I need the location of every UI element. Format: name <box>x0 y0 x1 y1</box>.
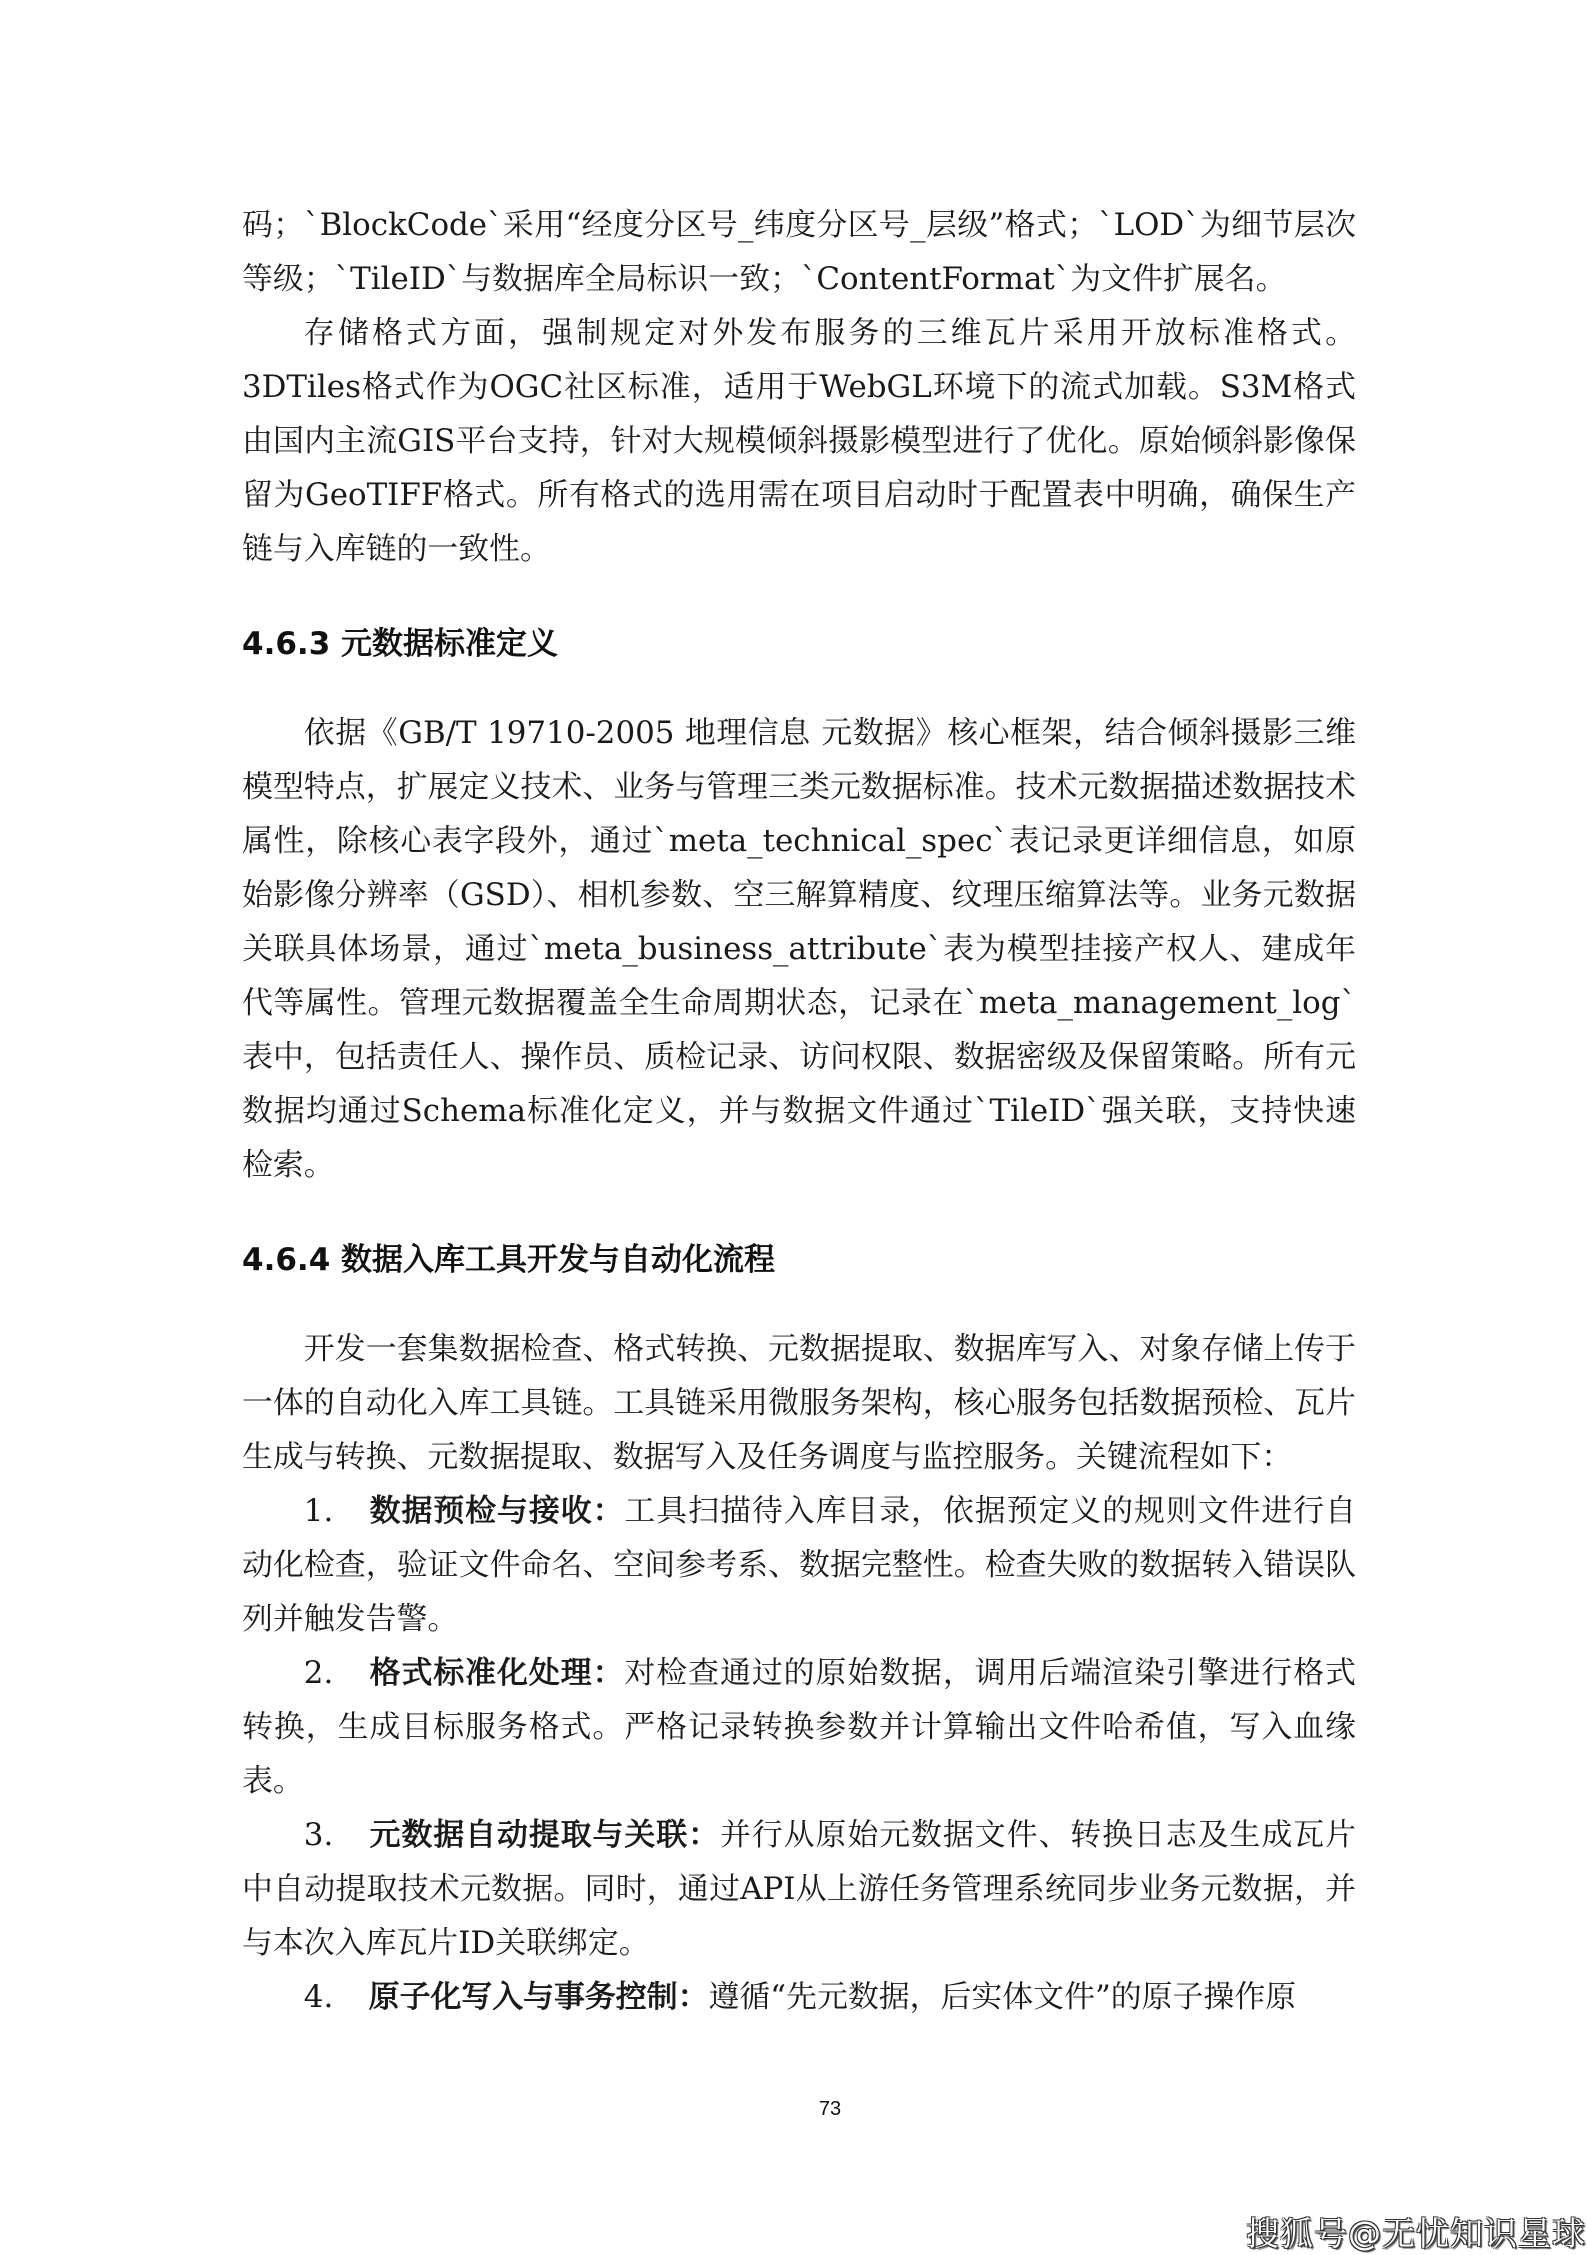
section-4-6-4 <box>242 1233 1356 1287</box>
paragraph-continuation: 码；`BlockCode`采用“经度分区号_纬度分区号_层级”格式；`LOD`为细节层次等级；`TileID`与数据库全局标识一致；`ContentFormat`为文件扩展名。 <box>242 207 1356 297</box>
section-heading: 4.6.3 元数据标准定义 <box>242 626 559 662</box>
page-number: 73 <box>818 2098 842 2120</box>
paragraph-storage-format: 存储格式方面，强制规定对外发布服务的三维瓦片采用开放标准格式。3DTiles格式作为OGC社区标准，适用于WebGL环境下的流式加载。S3M格式由国内主流GIS平台支持，针对大规模倾斜摄影模型进行了优化。原始倾斜影像保留为GeoTIFF格式。所有格式的选用需在项目启动时于配置表中明确，确保生产链与入库链的一致性。 <box>242 315 1356 567</box>
list-number: 1. <box>303 1493 334 1529</box>
list-item-text: 并行从原始元数据文件、转换日志及生成瓦片中自动提取技术元数据。同时，通过API从上游任务管理系统同步业务元数据，并与本次入库瓦片ID关联绑定。 <box>242 1817 1356 1961</box>
list-item-label: 元数据自动提取与关联： <box>368 1817 720 1853</box>
paragraph-toolchain: 开发一套集数据检查、格式转换、元数据提取、数据库写入、对象存储上传于一体的自动化入库工具链。工具链采用微服务架构，核心服务包括数据预检、瓦片生成与转换、元数据提取、数据写入及任务调度与监控服务。关键流程如下： <box>242 1331 1356 1475</box>
list-item-label: 数据预检与接收： <box>368 1493 625 1529</box>
list-item <box>242 1646 1356 1808</box>
paragraph-metadata-standard: 依据《GB/T 19710-2005 地理信息 元数据》核心框架，结合倾斜摄影三维模型特点，扩展定义技术、业务与管理三类元数据标准。技术元数据描述数据技术属性，除核心表字段外，通过`meta_technical_spec`表记录更详细信息，如原始影像分辨率（GSD）、相机参数、空三解算精度、纹理压缩算法等。业务元数据关联具体场景，通过`meta_business_attribute`表为模型挂接产权人、建成年代等属性。管理元数据覆盖全生命周期状态，记录在`meta_management_log`表中，包括责任人、操作员、质检记录、访问权限、数据密级及保留策略。所有元数据均通过Schema标准化定义，并与数据文件通过`TileID`强关联，支持快速检索。 <box>242 715 1356 1183</box>
list-number: 2. <box>303 1655 334 1691</box>
intro-text <box>242 198 1356 576</box>
list-item-label: 原子化写入与事务控制： <box>368 1979 709 2015</box>
list-item <box>242 1808 1356 1970</box>
section-4-6-3 <box>242 617 1356 671</box>
section-heading: 4.6.4 数据入库工具开发与自动化流程 <box>242 1242 776 1278</box>
list-item-label: 格式标准化处理： <box>368 1655 625 1691</box>
section-4-6-3-body <box>242 706 1356 1192</box>
list-number: 3. <box>303 1817 334 1853</box>
list-item-text: 对检查通过的原始数据，调用后端渲染引擎进行格式转换，生成目标服务格式。严格记录转换参数并计算输出文件哈希值，写入血缘表。 <box>242 1655 1356 1799</box>
list-item-text: 工具扫描待入库目录，依据预定义的规则文件进行自动化检查，验证文件命名、空间参考系、数据完整性。检查失败的数据转入错误队列并触发告警。 <box>242 1493 1356 1637</box>
list-item <box>242 1970 1356 2024</box>
list-item <box>242 1484 1356 1646</box>
section-4-6-4-body <box>242 1322 1356 2024</box>
list-number: 4. <box>303 1979 334 2015</box>
list-item-text: 遵循“先元数据，后实体文件”的原子操作原 <box>708 1979 1297 2015</box>
watermark: 搜狐号@无忧知识星球 <box>1246 2214 1586 2253</box>
